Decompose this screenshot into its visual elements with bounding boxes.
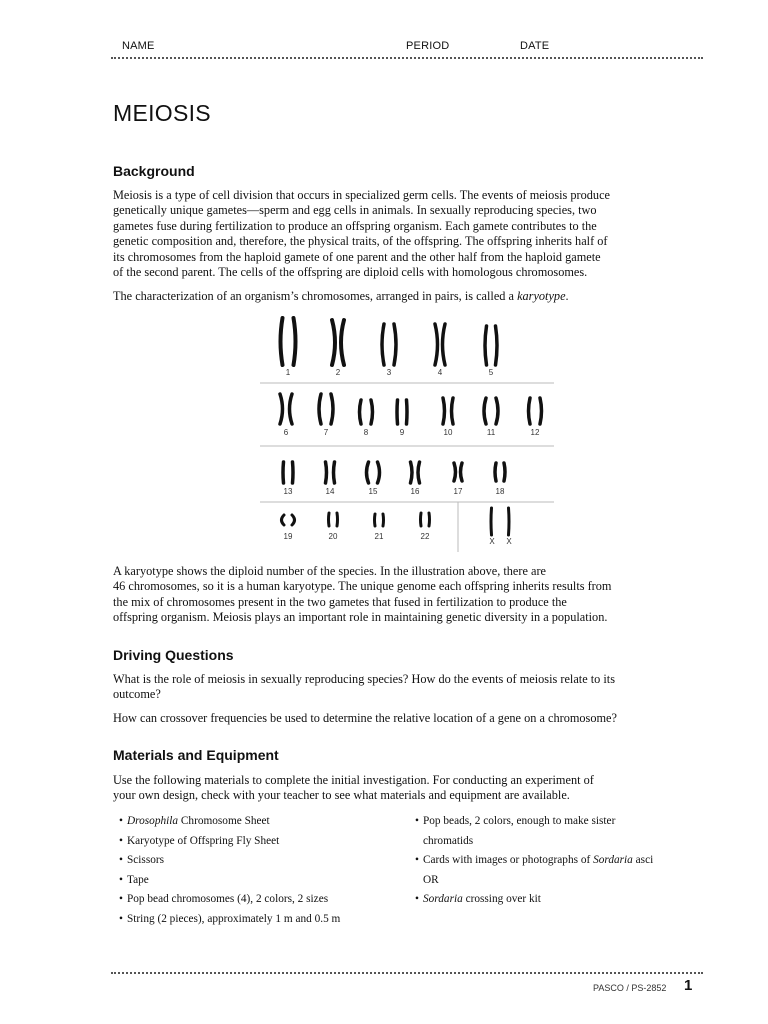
chromosome xyxy=(292,515,295,525)
chromosome xyxy=(382,324,384,365)
period-label: PERIOD xyxy=(406,40,450,52)
chromosome xyxy=(429,513,430,526)
chromosome xyxy=(293,462,294,483)
driving-question-2 xyxy=(113,711,703,726)
definition-period: . xyxy=(565,289,569,303)
background-heading: Background xyxy=(113,163,195,179)
karyotype-illustration xyxy=(258,310,558,555)
item-text: Chromosome Sheet xyxy=(178,815,270,827)
chromosome xyxy=(375,514,376,526)
chromosome-label: 9 xyxy=(399,428,405,437)
footer-code: PASCO / PS-2852 xyxy=(593,983,667,993)
text-line: of the second parent. The cells of the offspring are diploid cells with homologous chromosomes. xyxy=(113,265,588,280)
list-item xyxy=(119,910,340,930)
chromosome-label: 21 xyxy=(374,532,384,541)
chromosome xyxy=(378,462,380,483)
chromosome-label: 2 xyxy=(335,368,341,377)
list-item xyxy=(415,851,653,871)
chromosome-label: 4 xyxy=(437,368,443,377)
karyotype-paragraph xyxy=(113,564,703,626)
header-divider xyxy=(111,57,703,59)
list-item xyxy=(119,812,340,832)
item-text: String (2 pieces), approximately 1 m and 0.5 m xyxy=(127,912,341,925)
chromosome xyxy=(280,394,283,424)
chromosome-label: 18 xyxy=(495,487,505,496)
text-line: genetically unique gametes—sperm and egg cells in animals. In sexually reproducing species, two xyxy=(113,203,597,218)
bullet: • xyxy=(119,873,123,886)
karyotype-term: karyotype xyxy=(517,289,566,303)
chromosome xyxy=(461,463,463,481)
chromosome xyxy=(331,394,333,424)
list-item xyxy=(119,871,340,891)
chromosome-label: 16 xyxy=(410,487,420,496)
chromosome xyxy=(529,398,531,424)
chromosome-label: 3 xyxy=(386,368,392,377)
chromosome xyxy=(491,508,492,535)
item-italic: Sordaria xyxy=(593,854,633,866)
item-text: Tape xyxy=(127,873,149,886)
chromosome-label: 20 xyxy=(328,532,338,541)
chromosome xyxy=(282,515,285,525)
bullet: • xyxy=(119,834,123,847)
page-number: 1 xyxy=(684,977,693,994)
item-text: OR xyxy=(423,873,439,886)
list-item xyxy=(415,890,653,910)
chromosome xyxy=(326,462,327,483)
or-label xyxy=(415,871,653,891)
chromosome xyxy=(383,514,384,526)
chromosome-label: 8 xyxy=(363,428,369,437)
chromosome xyxy=(329,513,330,526)
chromosome-label: 1 xyxy=(285,368,291,377)
text-line: offspring organism. Meiosis plays an important role in maintaining genetic diversity in a population. xyxy=(113,610,608,625)
chromosome xyxy=(367,462,369,483)
sex-chromosome-label: X xyxy=(506,537,512,546)
chromosome-label: 7 xyxy=(323,428,329,437)
bullet: • xyxy=(119,854,123,866)
text-line: A karyotype shows the diploid number of the species. In the illustration above, there are xyxy=(113,564,547,578)
chromosome xyxy=(332,320,335,365)
chromosome xyxy=(371,400,373,424)
sex-chromosome-label: X xyxy=(489,537,495,546)
chromosome xyxy=(397,400,398,424)
list-item-continuation xyxy=(415,832,653,852)
chromosome xyxy=(283,462,284,483)
text-line: Use the following materials to complete the initial investigation. For conducting an experiment of xyxy=(113,773,594,787)
text-line: your own design, check with your teacher to see what materials and equipment are available. xyxy=(113,788,570,803)
driving-questions-heading: Driving Questions xyxy=(113,647,234,663)
chromosome xyxy=(360,400,362,424)
chromosome xyxy=(452,398,454,424)
text-line: outcome? xyxy=(113,687,161,702)
chromosome xyxy=(411,462,413,483)
chromosome xyxy=(485,326,487,365)
definition-text: The characterization of an organism’s chromosomes, arranged in pairs, is called a xyxy=(113,289,518,303)
chromosome xyxy=(418,462,420,483)
text-line: Meiosis is a type of cell division that occurs in specialized germ cells. The events of meiosis produce xyxy=(113,188,610,202)
item-text: Scissors xyxy=(127,854,165,866)
bullet: • xyxy=(415,854,419,866)
item-italic: Drosophila xyxy=(127,815,179,827)
chromosome xyxy=(281,318,283,365)
text-line: the mix of chromosomes present in the two gametes that fused in fertilization to produce the xyxy=(113,594,567,609)
chromosome xyxy=(495,463,496,481)
chromosome xyxy=(443,324,446,365)
chromosome xyxy=(319,394,321,424)
text-line: gametes fuse during fertilization to produce an offspring organism. Each gamete contributes to the xyxy=(113,218,597,233)
date-label: DATE xyxy=(520,40,550,52)
item-text: asci xyxy=(632,854,654,866)
materials-intro xyxy=(113,773,703,804)
chromosome xyxy=(540,398,542,424)
text-line: How can crossover frequencies be used to determine the relative location of a gene on a chromosome? xyxy=(113,711,617,725)
chromosome xyxy=(294,318,296,365)
text-line: its chromosomes from the haploid gamete of one parent and the other half from the haploid gamete xyxy=(113,249,601,264)
item-text: Pop bead chromosomes (4), 2 colors, 2 sizes xyxy=(127,893,329,905)
chromosome xyxy=(454,463,456,481)
chromosome xyxy=(484,398,486,424)
chromosome xyxy=(337,513,338,526)
chromosome-label: 19 xyxy=(283,532,293,541)
text-line: What is the role of meiosis in sexually reproducing species? How do the events of meiosis relate to its xyxy=(113,672,615,686)
chromosome-label: 5 xyxy=(488,368,494,377)
chromosome-label: 12 xyxy=(530,428,540,437)
chromosome xyxy=(435,324,438,365)
item-text: Cards with images or photographs of xyxy=(423,854,594,866)
chromosome-label: 6 xyxy=(283,428,289,437)
text-line: genetic composition and, therefore, the physical traits, of the offspring. The offspring inherits half of xyxy=(113,234,608,249)
bullet: • xyxy=(119,893,123,905)
text-line: 46 chromosomes, so it is a human karyotype. The unique genome each offspring inherits results from xyxy=(113,579,612,594)
item-text: chromatids xyxy=(423,834,474,847)
chromosome-label: 10 xyxy=(443,428,453,437)
list-item xyxy=(119,832,340,852)
bullet: • xyxy=(119,815,123,827)
item-italic: Sordaria xyxy=(423,893,463,905)
bullet: • xyxy=(415,893,419,905)
list-item xyxy=(119,851,340,871)
name-label: NAME xyxy=(122,40,155,52)
list-item xyxy=(415,812,653,832)
materials-list-left xyxy=(119,812,340,929)
chromosome xyxy=(496,398,498,424)
chromosome-label: 11 xyxy=(486,428,496,437)
chromosome xyxy=(407,400,408,424)
chromosome xyxy=(504,463,505,481)
chromosome xyxy=(290,394,293,424)
chromosome xyxy=(496,326,498,365)
background-paragraph xyxy=(113,188,703,280)
item-text: crossing over kit xyxy=(462,893,541,905)
page-title: MEIOSIS xyxy=(113,100,211,126)
chromosome xyxy=(421,513,422,526)
materials-list-right xyxy=(415,812,653,910)
chromosome-label: 22 xyxy=(420,532,430,541)
chromosome xyxy=(341,320,344,365)
materials-heading: Materials and Equipment xyxy=(113,747,279,763)
item-text: Karyotype of Offspring Fly Sheet xyxy=(127,834,280,847)
chromosome-label: 13 xyxy=(283,487,293,496)
item-text: Pop beads, 2 colors, enough to make sister xyxy=(423,815,616,827)
chromosome xyxy=(443,398,445,424)
list-item xyxy=(119,890,340,910)
chromosome-label: 17 xyxy=(453,487,463,496)
chromosome xyxy=(394,324,396,365)
chromosome-label: 14 xyxy=(325,487,335,496)
chromosome xyxy=(509,508,510,535)
karyotype-definition xyxy=(113,289,703,304)
bullet: • xyxy=(119,912,123,925)
footer-divider xyxy=(111,972,703,974)
driving-question-1 xyxy=(113,672,703,703)
chromosome xyxy=(334,462,335,483)
bullet: • xyxy=(415,815,419,827)
chromosome-label: 15 xyxy=(368,487,378,496)
